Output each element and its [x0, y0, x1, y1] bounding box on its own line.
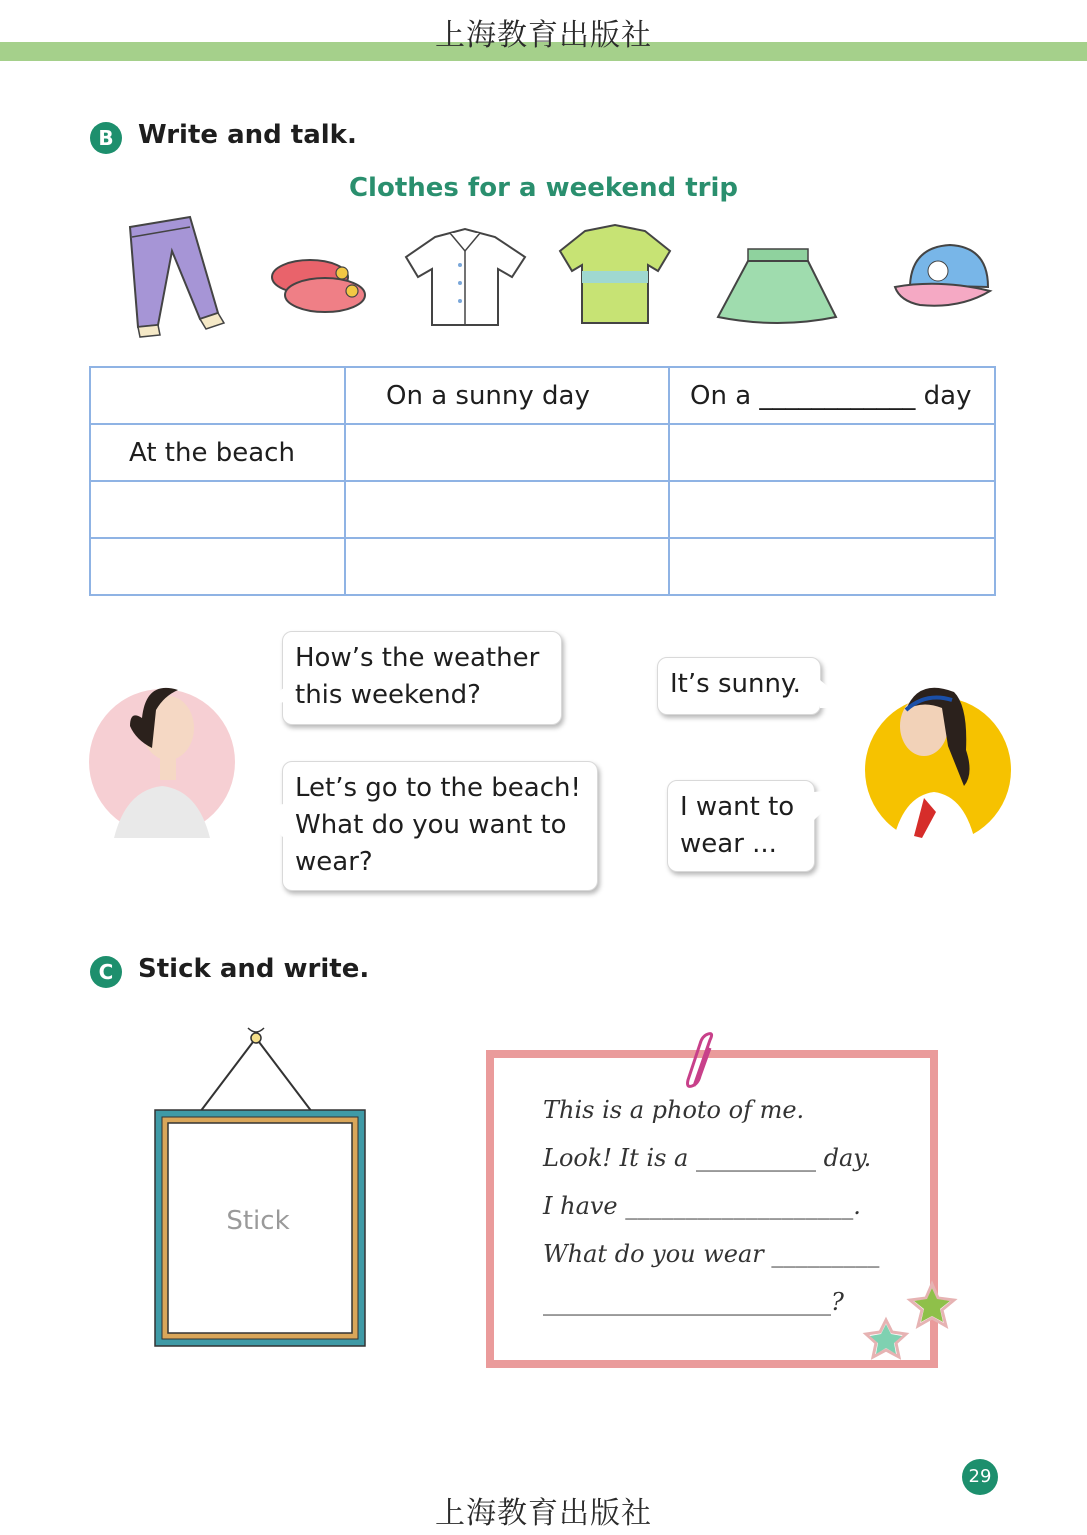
speech-bubble-beach	[282, 761, 598, 891]
speech-bubble-wear	[667, 780, 815, 872]
star-icon	[866, 1320, 906, 1357]
blank-field[interactable]: __________	[695, 1144, 816, 1172]
clothes-illustrations	[120, 205, 1000, 350]
girl-avatar	[862, 670, 1017, 846]
picture-frame	[148, 1022, 373, 1352]
table-row	[90, 424, 995, 481]
woman-avatar	[86, 670, 238, 838]
blank-field[interactable]: ___________________	[625, 1192, 854, 1220]
table-header-row	[90, 367, 995, 424]
bubble-text: Let’s go to the beach! What do you want to wear?	[295, 773, 581, 877]
blank-field[interactable]: _________	[771, 1240, 880, 1268]
star-stickers	[862, 1278, 962, 1364]
card-text: .	[853, 1192, 861, 1220]
star-icon	[910, 1284, 954, 1326]
shirt-icon	[406, 229, 525, 325]
table-row-label: At the beach	[90, 424, 345, 481]
card-text: ?	[831, 1288, 844, 1316]
blank-field[interactable]: ________________________	[543, 1288, 831, 1316]
publisher-footer: 上海教育出版社	[435, 1496, 652, 1531]
speech-bubble-sunny	[657, 657, 821, 715]
skirt-icon	[718, 249, 836, 323]
card-text: What do you wear	[543, 1240, 772, 1268]
table-cell[interactable]	[345, 481, 669, 538]
t-shirt-icon	[560, 225, 670, 323]
card-line-5	[543, 1288, 844, 1316]
trousers-icon	[130, 217, 224, 337]
publisher-header: 上海教育出版社	[435, 18, 652, 53]
card-line-1: This is a photo of me.	[543, 1096, 805, 1124]
table-cell[interactable]	[669, 424, 995, 481]
table-cell[interactable]	[345, 424, 669, 481]
clothes-subtitle: Clothes for a weekend trip	[348, 173, 739, 203]
bubble-tail	[248, 686, 288, 714]
speech-bubble-weather	[282, 631, 562, 725]
section-b-badge: B	[90, 122, 122, 154]
shoes-icon	[272, 260, 365, 312]
bubble-tail	[812, 786, 850, 826]
bubble-text: It’s sunny.	[670, 669, 801, 699]
card-text: Look! It is a	[543, 1144, 696, 1172]
card-text: day.	[815, 1144, 872, 1172]
section-c-title: Stick and write.	[138, 954, 370, 984]
cap-icon	[895, 245, 990, 306]
table-row	[90, 481, 995, 538]
clothes-table	[89, 366, 996, 596]
table-cell	[90, 367, 345, 424]
table-cell[interactable]	[90, 538, 345, 595]
table-cell[interactable]	[669, 481, 995, 538]
card-line-4	[543, 1240, 879, 1268]
card-line-2	[543, 1144, 871, 1172]
table-row	[90, 538, 995, 595]
table-cell[interactable]	[345, 538, 669, 595]
table-cell[interactable]	[669, 538, 995, 595]
bubble-text: How’s the weather this weekend?	[295, 643, 540, 710]
table-header-blank-day: On a ____________ day	[669, 367, 995, 424]
card-text: I have	[543, 1192, 626, 1220]
section-c-badge: C	[90, 956, 122, 988]
bubble-text: I want to wear ...	[680, 792, 795, 859]
table-cell[interactable]	[90, 481, 345, 538]
stick-label: Stick	[226, 1206, 290, 1236]
page-number: 29	[962, 1459, 998, 1495]
section-b-title: Write and talk.	[138, 120, 357, 150]
paper-clip-icon	[680, 1032, 720, 1090]
bubble-tail	[248, 802, 288, 842]
bubble-tail	[818, 678, 856, 712]
table-header-sunny: On a sunny day	[345, 367, 669, 424]
card-line-3	[543, 1192, 861, 1220]
